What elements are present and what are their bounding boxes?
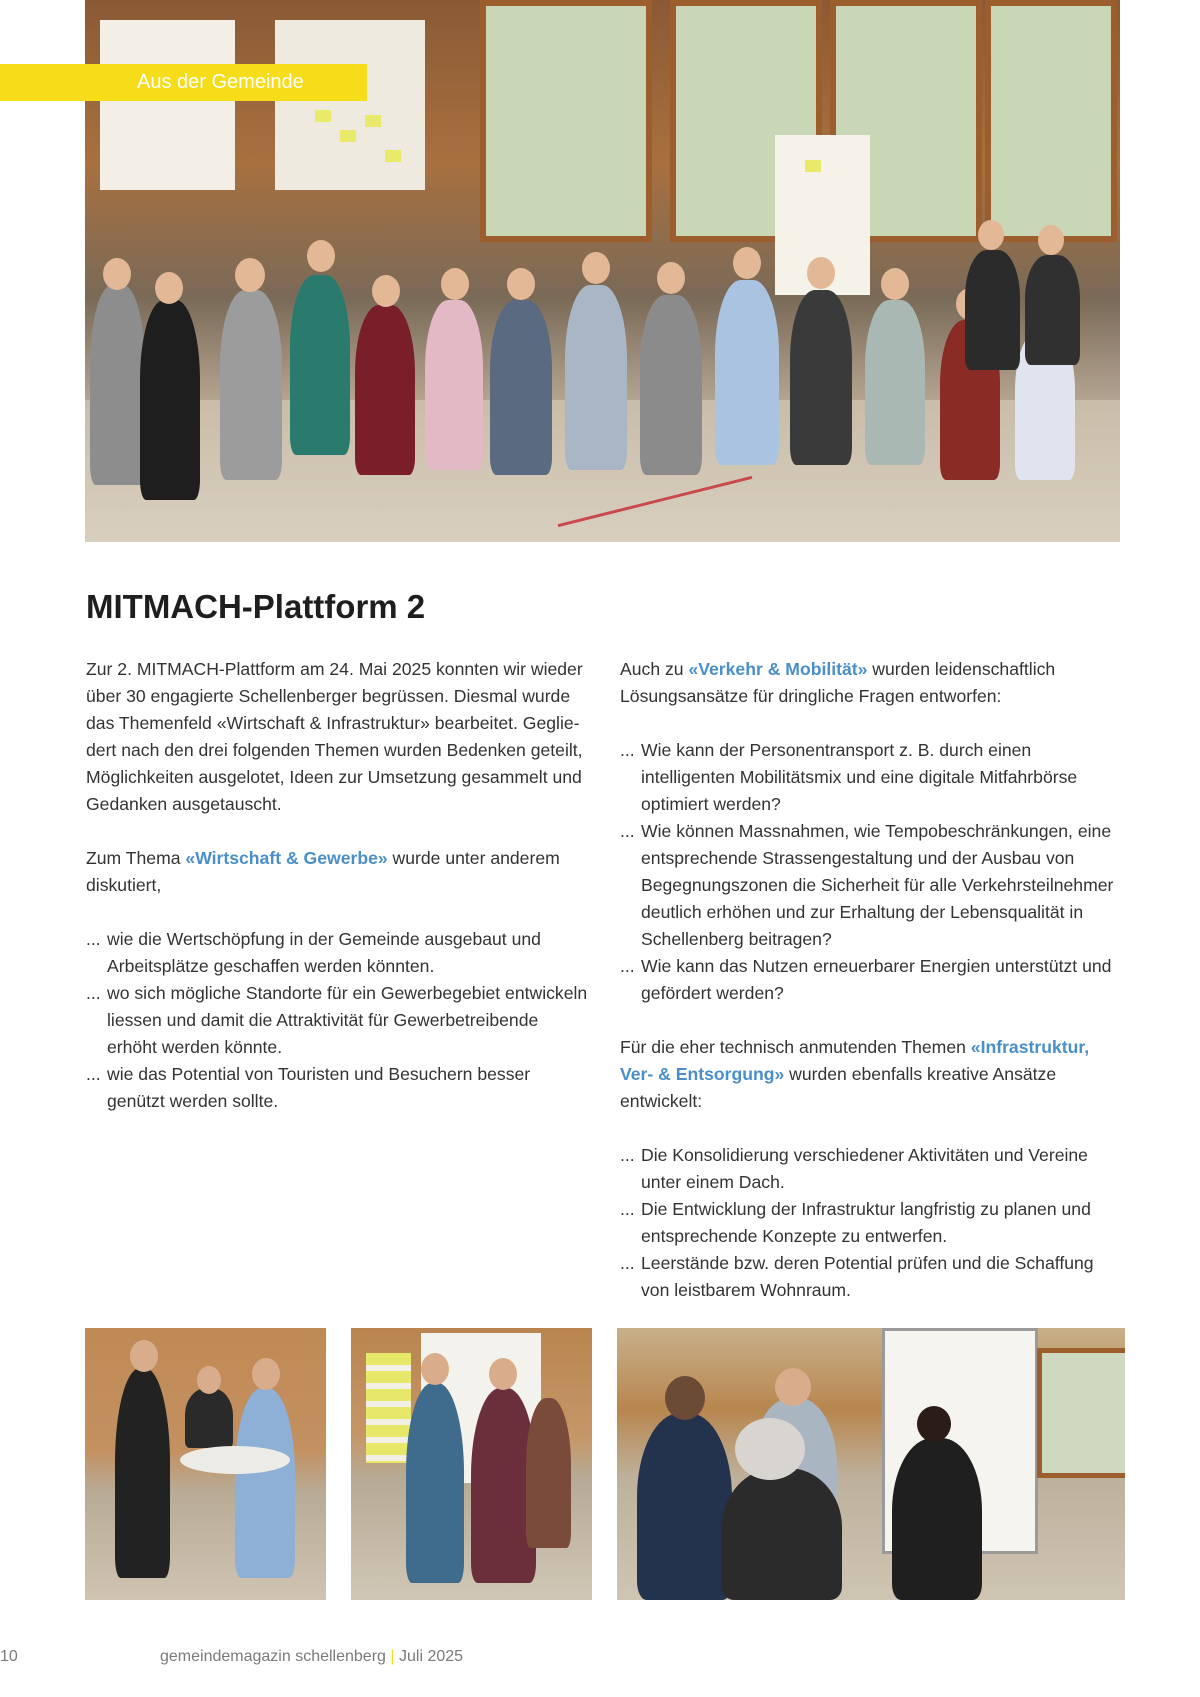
photo-person-head [235, 258, 265, 292]
photo-person-head [155, 272, 183, 304]
photo-person-head [372, 275, 400, 307]
photo-person [406, 1383, 464, 1583]
mobility-suffix: wurden leidenschaftlich Lösungsansätze für dringliche Fragen entworfen: [620, 659, 1056, 706]
photo-person [565, 285, 627, 470]
photo-person-head [507, 268, 535, 300]
mobility-highlight: «Verkehr & Mobilität» [688, 659, 868, 679]
photo-bistro-table [180, 1446, 290, 1474]
photo-poster-discussion [351, 1328, 592, 1600]
photo-person [526, 1398, 571, 1548]
topic-paragraph [86, 845, 591, 899]
list-item: ... wo sich mögliche Standorte für ein Gewerbegebiet entwickeln liessen und damit die Attraktivität für Gewerbetreibende erhöht werden könnte. [86, 980, 591, 1061]
photo-person [185, 1388, 233, 1448]
photo-person-head [807, 257, 835, 289]
photo-discussion-table [85, 1328, 326, 1600]
photo-person [722, 1468, 842, 1600]
photo-wall-left [100, 20, 235, 190]
mobility-paragraph [620, 656, 1125, 710]
photo-person [637, 1413, 732, 1600]
list-item: ... Wie kann der Personentransport z. B. durch einen intelligenten Mobilitätsmix und eine digitale Mitfahrbörse optimiert werden? [620, 737, 1125, 818]
photo-person-head [103, 258, 131, 290]
infrastructure-bullet-list [620, 1142, 1125, 1304]
photo-window [985, 0, 1117, 242]
photo-person [140, 300, 200, 500]
photo-person-head [252, 1358, 280, 1390]
left-column [86, 656, 591, 1142]
intro-paragraph: Zur 2. MITMACH-Plattform am 24. Mai 2025 konnten wir wieder über 30 engagierte Schellenberger begrüssen. Diesmal wurde das Themenfeld «Wirtschaft & Infrastruktur» bearbeitet. Gegliedert nach den drei folgenden Themen wurden Bedenken geteilt, Möglichkeiten ausgelotet, Ideen zur Umsetzung gesammelt und Gedanken ausgetauscht. [86, 659, 583, 814]
photo-person [965, 250, 1020, 370]
photo-person [715, 280, 779, 465]
page-number: 10 [0, 1648, 18, 1665]
infrastructure-prefix: Für die eher technisch anmutenden Themen [620, 1037, 971, 1057]
photo-window [1037, 1348, 1125, 1478]
photo-person-head [775, 1368, 811, 1406]
photo-person-head [489, 1358, 517, 1390]
photo-person-head [1038, 225, 1064, 255]
footer-magazine: gemeindemagazin schellenberg [160, 1648, 386, 1665]
photo-sticky-notes [366, 1353, 411, 1463]
photo-sticky-note [805, 160, 821, 172]
footer-separator: | [390, 1648, 395, 1665]
right-column [620, 656, 1125, 1331]
photo-person [235, 1388, 295, 1578]
photo-sticky-note [365, 115, 381, 127]
photo-sticky-note [315, 110, 331, 122]
list-item: ... Wie können Massnahmen, wie Tempobeschränkungen, eine entsprechende Strassengestaltung und der Ausbau von Begegnungszonen die Sicherheit für alle Verkehrsteilnehmer deutlich erhöhen und zur Erhaltung der Lebensqualität in Schellenberg beitragen? [620, 818, 1125, 953]
list-item: ... Die Konsolidierung verschiedener Aktivitäten und Vereine unter einem Dach. [620, 1142, 1125, 1196]
mobility-bullet-list [620, 737, 1125, 1007]
photo-person [640, 295, 702, 475]
infrastructure-suffix: wurden ebenfalls kreative Ansätze entwickelt: [620, 1064, 1057, 1111]
section-tag [0, 64, 367, 101]
list-item: ... Leerstände bzw. deren Potential prüfen und die Schaffung von leistbarem Wohnraum. [620, 1250, 1125, 1304]
photo-person [865, 300, 925, 465]
photo-person-head [197, 1366, 221, 1394]
footer-magazine-info [160, 1648, 463, 1666]
photo-person-head [130, 1340, 158, 1372]
infrastructure-paragraph [620, 1034, 1125, 1115]
photo-poster-board [275, 20, 425, 190]
list-item: ... Wie kann das Nutzen erneuerbarer Energien unterstützt und gefördert werden? [620, 953, 1125, 1007]
list-item: ... wie die Wertschöpfung in der Gemeinde ausgebaut und Arbeitsplätze geschaffen werden könnten. [86, 926, 591, 980]
photo-person [355, 305, 415, 475]
photo-person [1025, 255, 1080, 365]
photo-person-head [582, 252, 610, 284]
photo-person [220, 290, 282, 480]
photo-person-head [978, 220, 1004, 250]
photo-person-head [881, 268, 909, 300]
list-item: ... Die Entwicklung der Infrastruktur langfristig zu planen und entsprechende Konzepte zu entwerfen. [620, 1196, 1125, 1250]
list-item: ... wie das Potential von Touristen und Besuchern besser genützt werden sollte. [86, 1061, 591, 1115]
photo-person-head [917, 1406, 951, 1442]
photo-person [115, 1368, 170, 1578]
photo-sticky-note [385, 150, 401, 162]
photo-person [490, 300, 552, 475]
mobility-prefix: Auch zu [620, 659, 689, 679]
photo-person-head [665, 1376, 705, 1420]
article-title: MITMACH-Plattform 2 [86, 588, 426, 625]
topic-suffix: wurde unter anderem diskutiert, [86, 848, 560, 895]
photo-person-head [733, 247, 761, 279]
photo-person-head [657, 262, 685, 294]
photo-window [480, 0, 652, 242]
photo-person-head [735, 1418, 805, 1480]
section-tag-label: Aus der Gemeinde [137, 71, 304, 93]
topic-highlight: «Wirtschaft & Gewerbe» [185, 848, 388, 868]
photo-person-head [421, 1353, 449, 1385]
photo-person [90, 285, 145, 485]
photo-person [892, 1438, 982, 1600]
topic-prefix: Zum Thema [86, 848, 186, 868]
photo-person [290, 275, 350, 455]
photo-person-head [441, 268, 469, 300]
infrastructure-highlight: «Infrastruktur, Ver- & Entsorgung» [620, 1037, 1090, 1084]
photo-person [790, 290, 852, 465]
left-bullet-list [86, 926, 591, 1115]
photo-person [425, 300, 483, 470]
footer-issue: Juli 2025 [398, 1648, 464, 1665]
photo-person-head [307, 240, 335, 272]
photo-sticky-note [340, 130, 356, 142]
photo-flipchart-session [617, 1328, 1125, 1600]
